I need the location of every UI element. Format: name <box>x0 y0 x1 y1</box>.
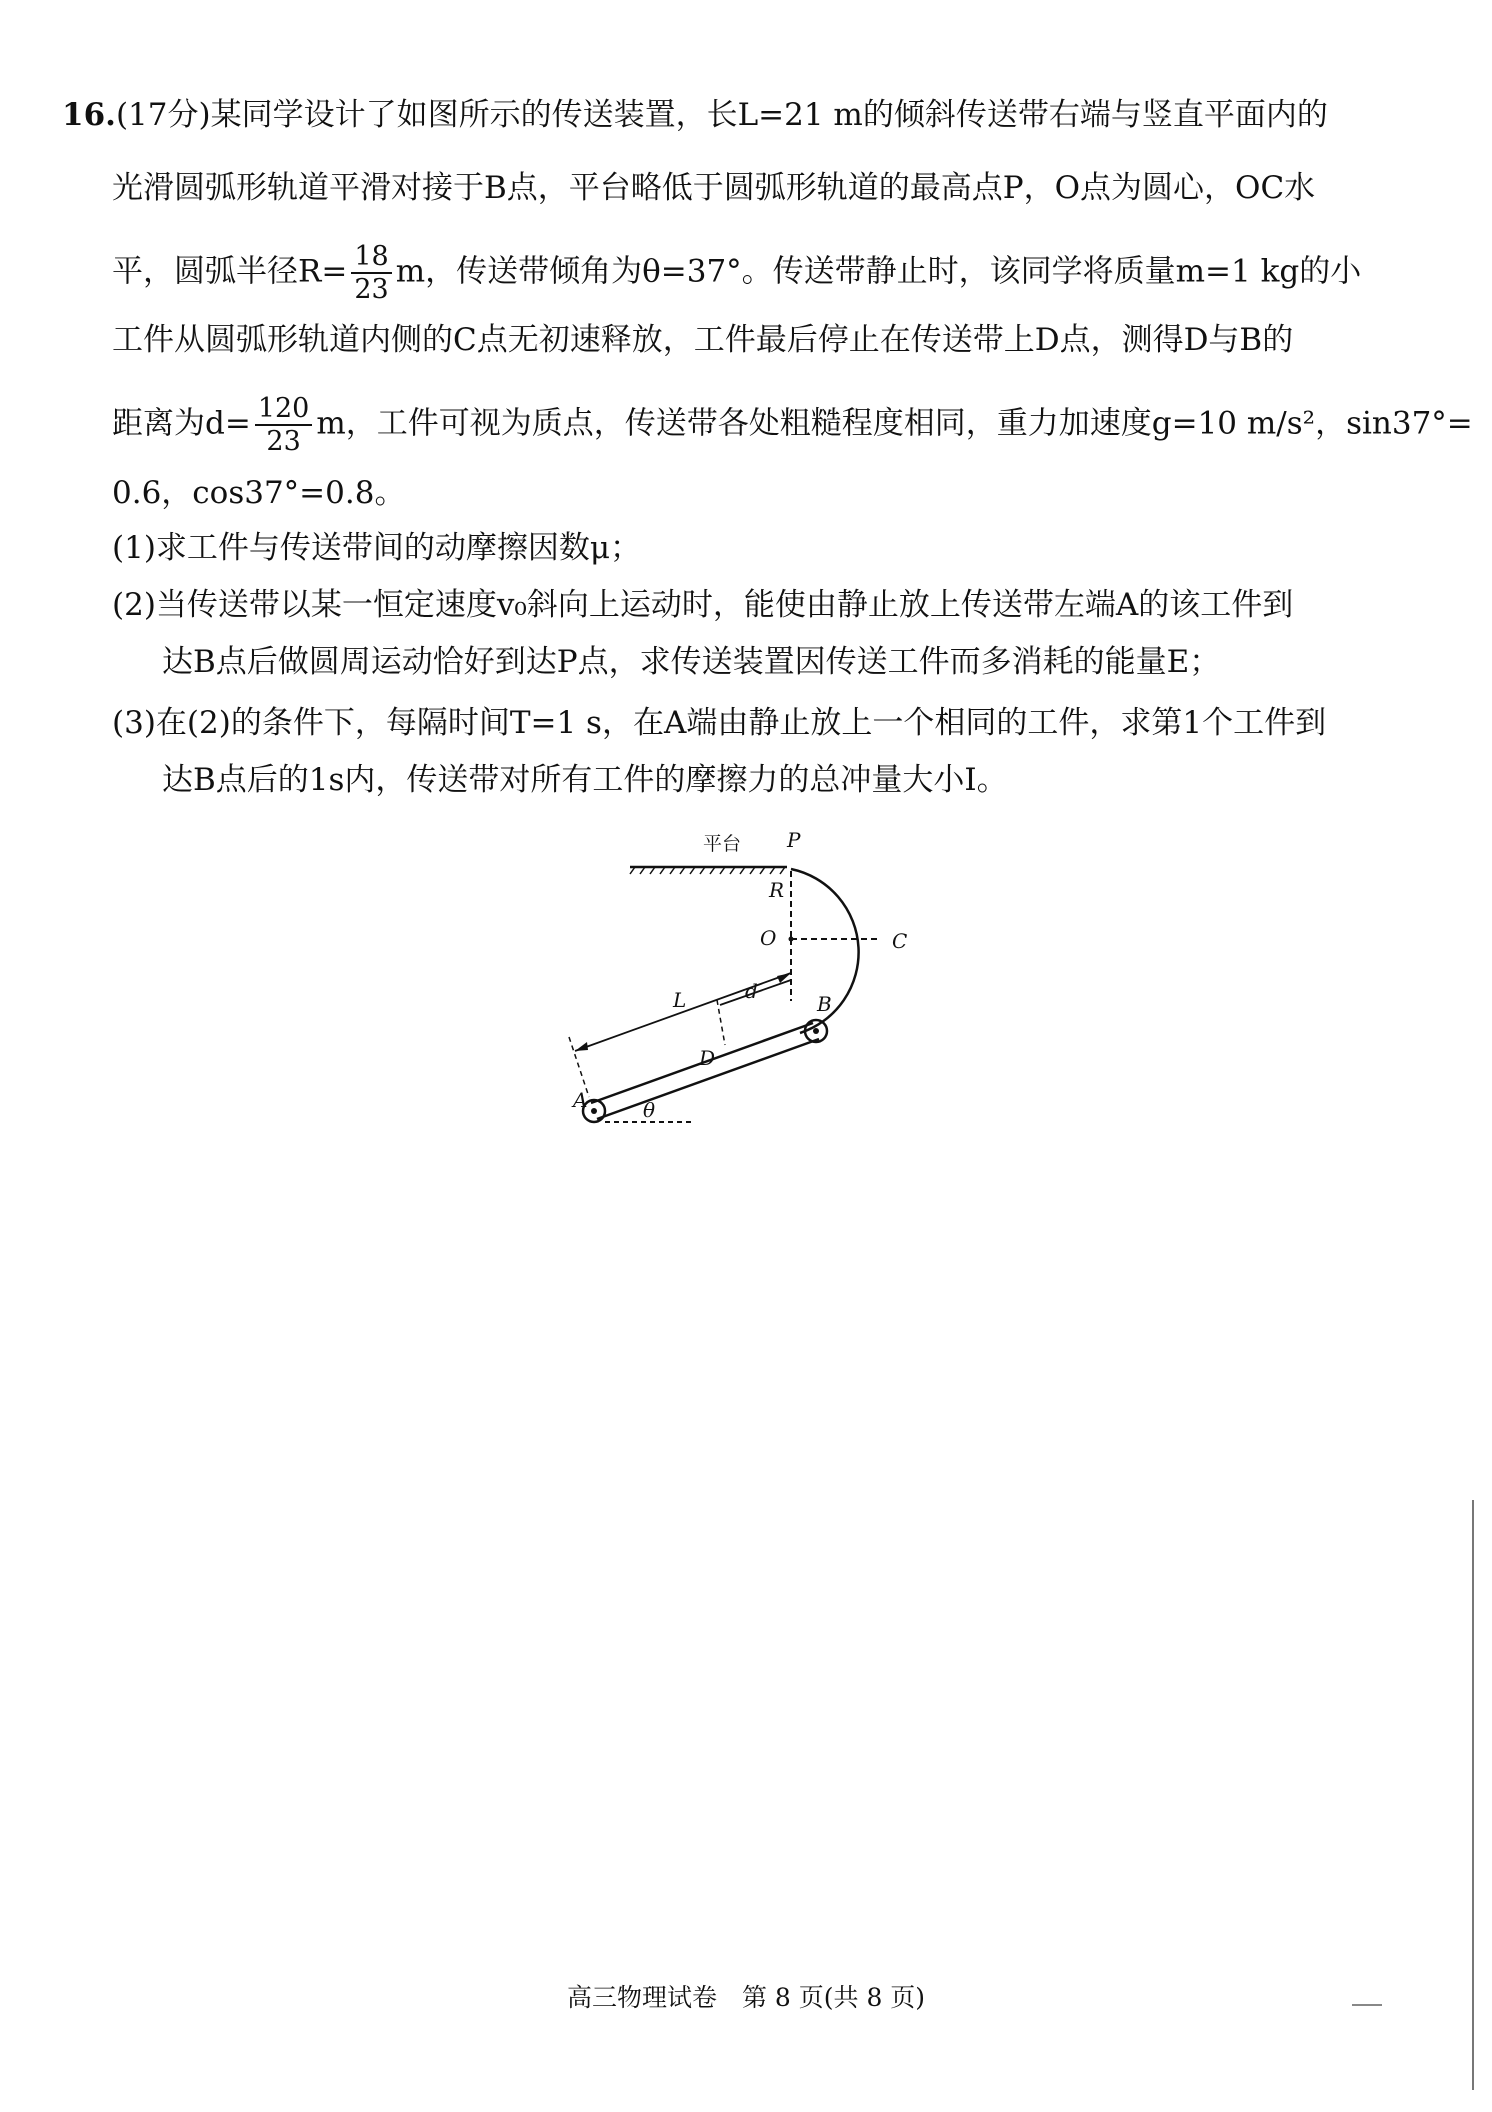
problem-line-2 <box>112 168 1315 208</box>
page-footer: 高三物理试卷 第 8 页(共 8 页) <box>566 1983 926 2012</box>
question-3-text-1: (3)在(2)的条件下，每隔时间T=1 s，在A端由静止放上一个相同的工件，求第1个工件到 <box>112 705 1327 741</box>
problem-text-2: 光滑圆弧形轨道平滑对接于B点，平台略低于圆弧形轨道的最高点P，O点为圆心，OC水 <box>112 170 1316 206</box>
length-l-label: L <box>673 988 687 1012</box>
problem-text-5b: m，工件可视为质点，传送带各处粗糙程度相同，重力加速度g=10 m/s²，sin37°= <box>316 405 1473 442</box>
problem-text-3a: 平，圆弧半径R= <box>112 253 348 290</box>
point-c-label: C <box>892 929 908 953</box>
problem-line-1 <box>62 95 1328 135</box>
point-d-label: D <box>699 1046 716 1070</box>
question-2-line-1 <box>112 585 1293 625</box>
question-2-line-2 <box>162 642 1220 682</box>
question-3-line-2 <box>162 760 1008 800</box>
problem-points: (17分) <box>115 97 211 133</box>
point-b-label: B <box>817 992 832 1016</box>
l-dimension-line <box>575 973 791 1051</box>
point-p-label: P <box>787 828 801 852</box>
question-1 <box>112 528 641 568</box>
scan-edge-line <box>1472 1500 1474 2090</box>
point-a-label: A <box>573 1088 588 1112</box>
problem-line-6 <box>112 473 405 513</box>
problem-text-5a: 距离为d= <box>112 405 251 442</box>
angle-theta-label: θ <box>643 1098 656 1122</box>
distance-denominator: 23 <box>266 426 301 457</box>
question-1-text: (1)求工件与传送带间的动摩擦因数μ； <box>112 530 642 566</box>
d-extension <box>717 1000 725 1045</box>
center-o-label: O <box>760 926 777 950</box>
distance-d-label: d <box>745 979 758 1003</box>
conveyor-figure <box>555 815 945 1155</box>
problem-text-1: 某同学设计了如图所示的传送装置，长L=21 m的倾斜传送带右端与竖直平面内的 <box>210 97 1328 133</box>
question-2-text-2: 达B点后做圆周运动恰好到达P点，求传送装置因传送工件而多消耗的能量E； <box>162 644 1221 680</box>
problem-text-4: 工件从圆弧形轨道内侧的C点无初速释放，工件最后停止在传送带上D点，测得D与B的 <box>112 322 1294 358</box>
radius-fraction <box>351 243 391 303</box>
question-2-text-1: (2)当传送带以某一恒定速度v₀斜向上运动时，能使由静止放上传送带左端A的该工件到 <box>112 587 1294 623</box>
platform-label: 平台 <box>703 833 742 855</box>
problem-text-3b: m，传送带倾角为θ=37°。传送带静止时，该同学将质量m=1 kg的小 <box>395 253 1362 290</box>
problem-line-4 <box>112 320 1293 360</box>
radius-label: R <box>769 878 785 902</box>
problem-line-5 <box>112 395 1473 455</box>
roller-a-axle <box>591 1108 597 1114</box>
problem-line-3 <box>112 243 1361 303</box>
distance-fraction <box>255 395 313 455</box>
l-arrow-left <box>575 1042 588 1051</box>
problem-text-6: 0.6，cos37°=0.8。 <box>112 475 406 511</box>
radius-numerator: 18 <box>351 243 391 274</box>
roller-b-axle <box>813 1028 819 1034</box>
distance-numerator: 120 <box>255 395 313 426</box>
question-3-line-1 <box>112 703 1326 743</box>
question-3-text-2: 达B点后的1s内，传送带对所有工件的摩擦力的总冲量大小I。 <box>162 762 1008 798</box>
scan-mark <box>1352 2004 1382 2006</box>
problem-number: 16. <box>62 97 116 133</box>
radius-denominator: 23 <box>354 274 389 305</box>
